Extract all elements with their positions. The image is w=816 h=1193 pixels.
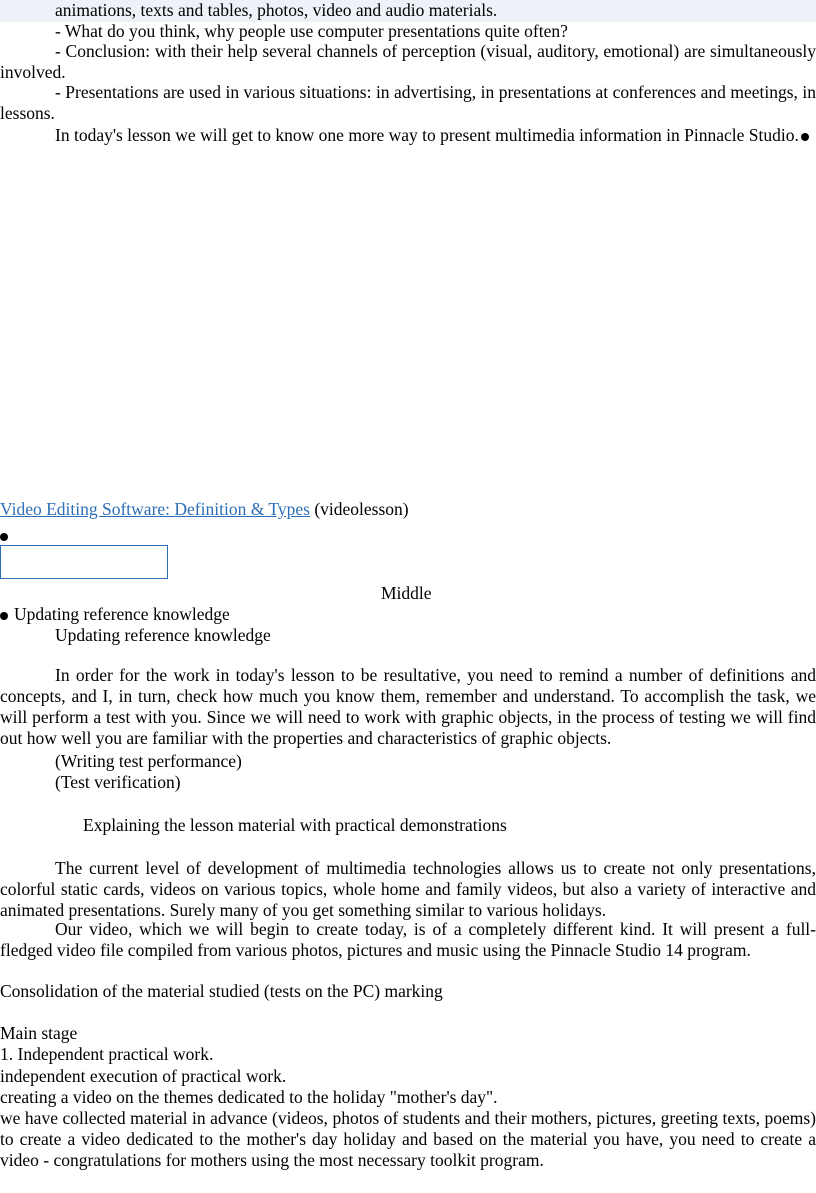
empty-bullet-line (0, 525, 8, 546)
main-stage-line-2: independent execution of practical work. (0, 1066, 287, 1086)
intro-question: - What do you think, why people use computer presentations quite often? (55, 21, 568, 41)
updating-paragraph: In order for the work in today's lesson to be resultative, you need to remind a number of definitions and concepts, and I, in turn, check how much you know them, remember and understand. To accomplish the task, we will perform a test with you. Since we will need to work with graphic objects, in the process of testing we will find out how well you are familiar with the properties and characteristics of graphic objects. (0, 665, 816, 748)
stage-middle-heading: Middle (381, 583, 432, 603)
main-stage-paragraph: we have collected material in advance (videos, photos of students and their mothers, pictures, greeting texts, poems) to create a video dedicated to the mother's day holiday and based on the material you have, you need to create a video - congratulations for mothers using the most necessary toolkit program. (0, 1108, 816, 1170)
main-stage-item-1: 1. Independent practical work. (0, 1044, 214, 1064)
explaining-heading: Explaining the lesson material with practical demonstrations (83, 815, 507, 835)
bullet-icon (801, 133, 809, 141)
video-link-line (0, 499, 409, 520)
intro-today-paragraph (0, 125, 816, 146)
updating-bullet-item (0, 604, 230, 625)
intro-conclusion: - Conclusion: with their help several channels of perception (visual, auditory, emotional) are simultaneously involved. (0, 41, 816, 82)
video-link-suffix: (videolesson) (309, 499, 409, 519)
updating-heading: Updating reference knowledge (55, 625, 271, 645)
bullet-icon (0, 612, 8, 620)
video-link[interactable]: Video Editing Software: Definition & Types (0, 499, 310, 519)
embedded-input-box[interactable] (0, 545, 168, 579)
bullet-icon (0, 533, 8, 541)
intro-line-top: animations, texts and tables, photos, video and audio materials. (55, 0, 498, 20)
intro-today-text: In today's lesson we will get to know one more way to present multimedia information in Pinnacle Studio. (55, 125, 799, 145)
verification-note: (Test verification) (55, 772, 181, 792)
updating-bullet-label: Updating reference knowledge (14, 604, 230, 624)
consolidation-line: Consolidation of the material studied (tests on the PC) marking (0, 981, 443, 1001)
writing-test-note: (Writing test performance) (55, 751, 242, 771)
explaining-paragraph-2: Our video, which we will begin to create today, is of a completely different kind. It will present a full-fledged video file compiled from various photos, pictures and music using the Pinnacle Studio 14 program. (0, 919, 816, 960)
intro-presentations: - Presentations are used in various situations: in advertising, in presentations at conferences and meetings, in lessons. (0, 82, 816, 123)
main-stage-line-3: creating a video on the themes dedicated to the holiday "mother's day". (0, 1087, 498, 1107)
main-stage-title: Main stage (0, 1023, 78, 1043)
explaining-paragraph-1: The current level of development of multimedia technologies allows us to create not only presentations, colorful static cards, videos on various topics, whole home and family videos, but also a variety of interactive and animated presentations. Surely many of you get something similar to various holidays. (0, 858, 816, 920)
